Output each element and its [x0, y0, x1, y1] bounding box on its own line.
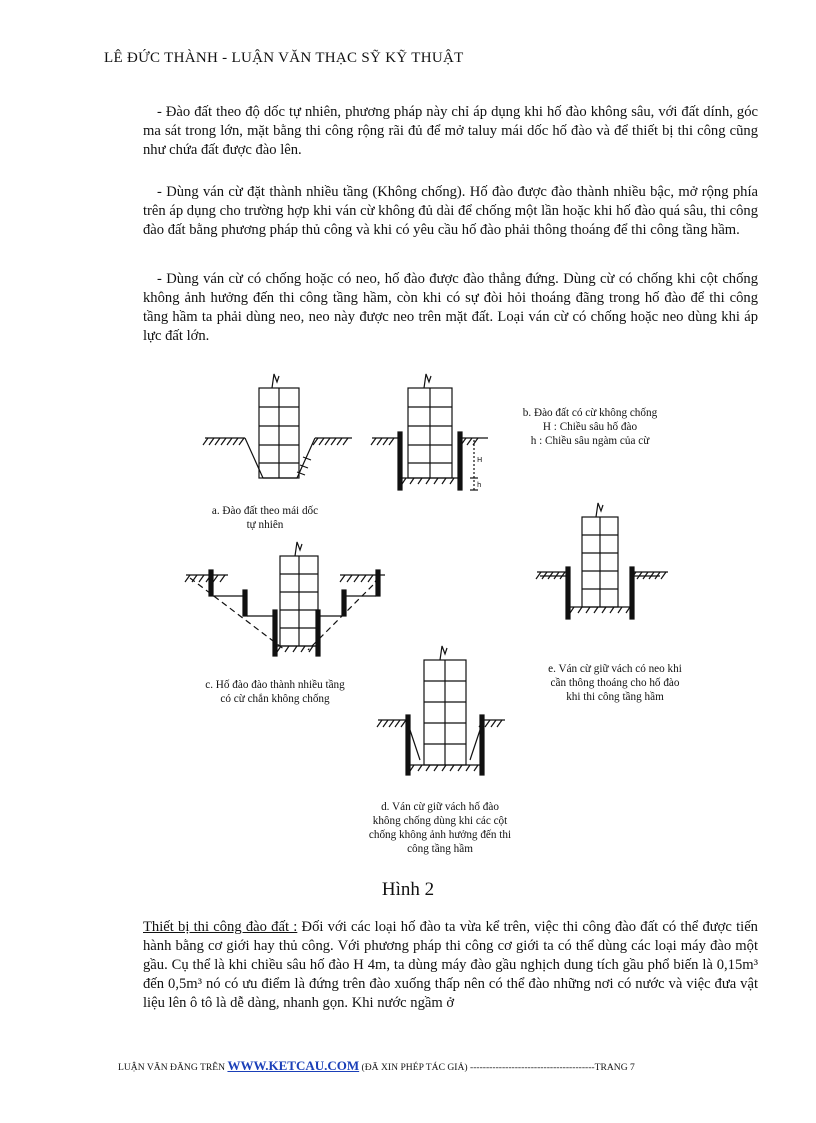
diagram-b [371, 374, 488, 490]
excavation-figure [0, 360, 816, 870]
caption-c: c. Hố đào đào thành nhiều tầng có cừ chắn không chống [205, 679, 345, 705]
footer-prefix: LUẬN VĂN ĐĂNG TRÊN [118, 1062, 228, 1073]
equipment-heading: Thiết bị thi công đào đất : [143, 919, 298, 935]
caption-e: e. Ván cừ giữ vách có neo khi cần thông thoáng cho hố đào khi thi công tầng hầm [548, 663, 682, 703]
caption-b: b. Đào đất có cừ không chống H : Chiều sâu hố đào h : Chiều sâu ngàm của cừ [522, 407, 658, 447]
figure-title: Hình 2 [381, 879, 435, 900]
diagram-c [185, 542, 385, 656]
dim-label-H: H [477, 456, 483, 464]
diagram-a [203, 374, 352, 478]
paragraph-braced: - Dùng ván cừ có chống hoặc có neo, hố đào được đào thẳng đứng. Dùng cừ có chống khi cột chống không ảnh hưởng đến thi công tầng hầm, còn khi có sự đòi hỏi thoáng đãng trong hố đào để thi công tầng hầm ta phải dùng neo, neo này được neo trên mặt đất. Loại ván cừ có chống hoặc neo dùng khi áp lực đất lớn. [143, 271, 758, 344]
dim-label-h: h [477, 481, 482, 489]
diagram-e [536, 503, 668, 619]
excavation-diagrams [0, 360, 816, 870]
caption-a: a. Đào đất theo mái dốc tự nhiên [211, 505, 319, 531]
caption-d: d. Ván cừ giữ vách hố đào không chống dùng khi các cột chống không ảnh hưởng đến thi công tầng hầm [368, 801, 512, 855]
footer-link[interactable]: WWW.KETCAU.COM [227, 1058, 360, 1073]
page-footer [118, 1058, 635, 1074]
diagram-d [377, 646, 505, 775]
paragraph-multi-tier: - Dùng ván cừ đặt thành nhiều tầng (Không chống). Hố đào được đào thành nhiều bậc, mở rộng phía trên áp dụng cho trường hợp khi ván cừ không đủ dài để chống một lần hoặc khi hố đào quá sâu, thi công đào đất bằng phương pháp thủ công và khi có yêu cầu hố đào phải thông thoáng để thi công tầng hầm. [143, 184, 758, 238]
paragraph-equipment [143, 918, 758, 1013]
page-header: LÊ ĐỨC THÀNH - LUẬN VĂN THẠC SỸ KỸ THUẬT [104, 50, 464, 66]
equipment-text: Đối với các loại hố đào ta vừa kể trên, việc thi công đào đất có thể được tiến hành bằng cơ giới hay thủ công. Với phương pháp thi công cơ giới ta có thể dùng các loại máy đào một gầu. Cụ thể là khi chiều sâu hố đào H 4m, ta dùng máy đào gầu nghịch dung tích gầu phổ biến là 0,15m³ đến 0,5m³ nó có ưu điểm là đứng trên đào xuống thấp nên có thể đào những nơi có nước và việc đưa vật liệu lên ô tô là dễ dàng, nhanh gọn. Khi nước ngầm ở [143, 919, 758, 1011]
paragraph-slope: - Đào đất theo độ dốc tự nhiên, phương pháp này chỉ áp dụng khi hố đào không sâu, với đất dính, góc ma sát trong lớn, mặt bằng thi công rộng rãi đủ để mở taluy mái dốc hố đào và để thiết bị thi công cũng như chứa đất được đào lên. [143, 104, 758, 158]
footer-suffix: (ĐÃ XIN PHÉP TÁC GIẢ) ---------------------------------------TRANG 7 [359, 1062, 635, 1073]
